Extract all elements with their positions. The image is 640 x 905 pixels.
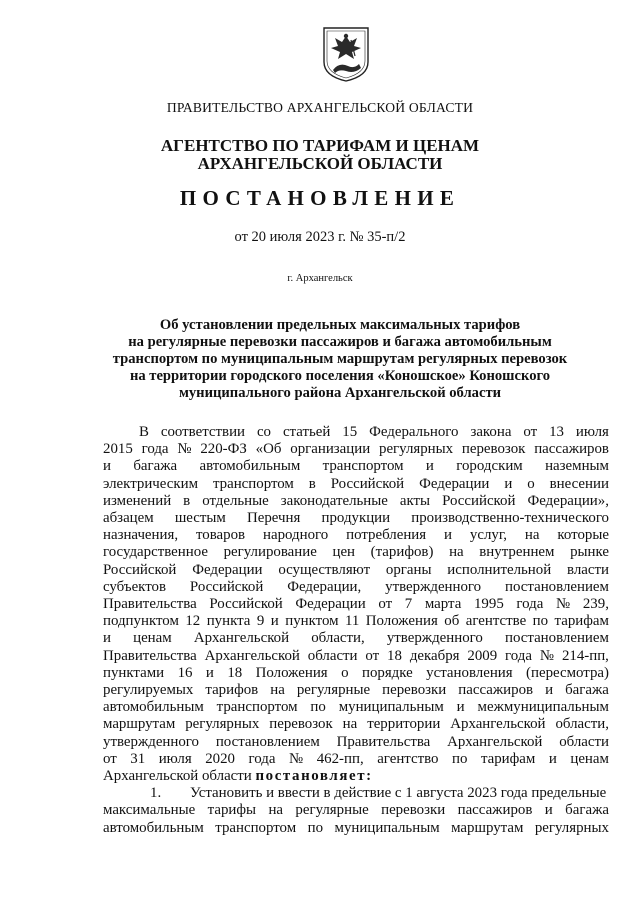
- text-word: 11: [345, 613, 360, 630]
- text-word: утвержденного: [385, 578, 482, 595]
- text-word: по: [452, 750, 468, 767]
- text-word: электрическим: [103, 475, 199, 492]
- text-word: наземным: [545, 458, 609, 475]
- document-city: г. Архангельск: [287, 273, 353, 284]
- text-word: 31: [130, 750, 146, 767]
- text-word: 2009: [467, 647, 498, 664]
- text-word: муниципальным: [334, 819, 440, 836]
- document-date-number: от 20 июля 2023 г. № 35-п/2: [234, 229, 406, 245]
- text-line: [103, 802, 609, 819]
- text-word: утвержденного: [386, 630, 483, 647]
- text-word: об: [444, 613, 460, 630]
- text-word: межмуниципальным: [477, 699, 609, 716]
- text-word: автомобильным: [199, 458, 301, 475]
- text-line: [103, 441, 609, 458]
- text-word: организации: [290, 441, 371, 458]
- text-word: 2020: [205, 750, 235, 767]
- text-word: товаров: [195, 527, 246, 544]
- text-line: [103, 665, 609, 682]
- text-line: [103, 562, 609, 579]
- text-word: Российской: [103, 561, 177, 578]
- text-word: №: [177, 441, 192, 458]
- text-word: Правительства: [336, 733, 431, 750]
- text-word: багажа: [565, 802, 609, 819]
- document-type: ПОСТАНОВЛЕНИЕ: [179, 186, 461, 210]
- text-word: по: [532, 613, 549, 630]
- text-word: и: [205, 664, 214, 681]
- text-word: со: [256, 424, 272, 440]
- text-word: пунктами: [103, 664, 165, 681]
- text-word: Федерации»,: [527, 492, 609, 509]
- text-word: Федерации: [192, 561, 263, 578]
- text-word: городским: [456, 458, 523, 475]
- text-word: о: [527, 475, 535, 492]
- text-word: марта: [424, 596, 462, 613]
- item-1-number: 1.: [150, 785, 162, 802]
- text-word: 7: [404, 596, 413, 613]
- text-word: статьей: [282, 424, 331, 440]
- text-word: продукции: [321, 510, 391, 527]
- text-word: на: [449, 544, 464, 561]
- text-line: [103, 596, 609, 613]
- text-word: июля: [158, 750, 192, 767]
- text-word: пунктом: [285, 613, 339, 630]
- text-word: Архангельской: [450, 716, 546, 733]
- text-word: Российской: [189, 578, 264, 595]
- text-word: июля: [575, 424, 609, 440]
- text-word: перевозки: [382, 682, 447, 699]
- text-word: 16: [177, 664, 193, 681]
- text-word: 9: [256, 613, 265, 630]
- text-word: 462-пп,: [316, 750, 364, 767]
- text-line: [103, 716, 609, 733]
- text-word: декабря: [409, 647, 460, 664]
- text-word: в: [183, 492, 191, 509]
- text-line: [103, 476, 609, 493]
- text-word: области,: [311, 630, 365, 647]
- text-word: назначения,: [103, 527, 179, 544]
- text-word: Правительства: [103, 647, 197, 664]
- text-line: [103, 648, 609, 665]
- text-word: автомобильным: [103, 819, 204, 836]
- text-word: Российской: [330, 475, 405, 492]
- text-word: в: [308, 475, 316, 492]
- government-name: ПРАВИТЕЛЬСТВО АРХАНГЕЛЬСКОЙ ОБЛАСТИ: [166, 100, 474, 115]
- text-word: и: [548, 750, 557, 767]
- text-word: постановлением: [504, 630, 609, 647]
- text-word: области: [559, 733, 609, 750]
- text-word: тарифам: [480, 750, 536, 767]
- text-word: по: [310, 699, 326, 716]
- text-word: 239,: [582, 596, 609, 613]
- text-word: от: [365, 647, 380, 664]
- preamble-paragraph: [103, 424, 609, 768]
- text-line: [103, 458, 609, 475]
- text-word: внутреннем: [479, 544, 555, 561]
- text-word: года: [505, 647, 532, 664]
- text-word: рынке: [570, 544, 609, 561]
- text-line: [103, 510, 609, 527]
- text-word: и: [103, 630, 111, 647]
- text-word: соответствии: [160, 424, 246, 440]
- item-1-first-line: [103, 785, 609, 802]
- text-word: 214-пп,: [561, 647, 609, 664]
- text-word: Федерального: [369, 424, 459, 440]
- text-word: тарифы: [207, 802, 257, 819]
- text-word: на: [268, 802, 284, 819]
- text-word: исполнительной: [447, 561, 552, 578]
- text-word: 18: [227, 664, 243, 681]
- text-word: по: [307, 819, 324, 836]
- text-line: [103, 493, 609, 510]
- text-word: регулярных: [185, 716, 260, 733]
- text-word: и: [545, 682, 554, 699]
- text-word: от: [378, 596, 393, 613]
- text-word: о: [341, 664, 349, 681]
- text-word: регулярных: [379, 441, 454, 458]
- text-word: и: [270, 613, 279, 630]
- text-line: [103, 424, 609, 441]
- text-word: услуг,: [469, 527, 508, 544]
- text-word: регулярные: [295, 802, 369, 819]
- text-word: и: [444, 527, 453, 544]
- text-word: года: [141, 441, 169, 458]
- text-word: Правительства: [103, 596, 197, 613]
- title-line: Об установлении предельных максимальных тарифов: [159, 317, 521, 333]
- text-word: Российской: [209, 596, 283, 613]
- text-word: 1995: [473, 596, 504, 613]
- text-word: на: [524, 527, 540, 544]
- text-word: перевозки: [381, 802, 446, 819]
- text-line: [103, 579, 609, 596]
- text-word: 15: [342, 424, 358, 440]
- text-word: тарифов: [205, 682, 259, 699]
- text-word: пассажиров: [458, 682, 534, 699]
- text-word: Федерации,: [287, 578, 362, 595]
- text-word: Федерации: [295, 596, 366, 613]
- text-word: от: [103, 750, 117, 767]
- text-word: 13: [549, 424, 564, 440]
- text-word: 12: [185, 613, 201, 630]
- text-word: осуществляют: [278, 561, 371, 578]
- text-word: Положения: [365, 613, 438, 630]
- item-1-paragraph: [103, 802, 609, 836]
- preamble-last-line: [103, 768, 609, 785]
- text-word: государственное: [103, 544, 208, 561]
- text-line: [103, 527, 609, 544]
- text-line: [103, 613, 609, 630]
- text-word: и: [504, 475, 513, 492]
- agency-line: АГЕНТСТВО ПО ТАРИФАМ И ЦЕНАМ: [160, 136, 480, 155]
- text-word: власти: [566, 561, 609, 578]
- text-word: пассажиров: [534, 441, 609, 458]
- text-word: Федерации: [419, 475, 490, 492]
- text-word: органы: [385, 561, 432, 578]
- text-line: [103, 630, 609, 647]
- agency-line: АРХАНГЕЛЬСКОЙ ОБЛАСТИ: [197, 154, 443, 173]
- text-word: максимальные: [103, 802, 196, 819]
- text-word: регулирование: [223, 544, 317, 561]
- text-line: [103, 734, 609, 751]
- text-word: транспортом: [322, 458, 404, 475]
- text-word: В: [139, 424, 149, 440]
- text-word: ценам: [570, 750, 609, 767]
- text-word: багажа: [565, 682, 609, 699]
- text-word: Перечня: [247, 510, 301, 527]
- text-word: регулярные: [296, 682, 371, 699]
- text-word: перевозок: [269, 716, 333, 733]
- text-word: акты: [399, 492, 431, 509]
- agency-name: [0, 137, 640, 173]
- text-word: регулярных: [534, 819, 609, 836]
- text-word: и: [103, 458, 111, 475]
- text-word: агентство: [377, 750, 439, 767]
- text-word: абзацем: [103, 510, 154, 527]
- item-1-text: Установить и ввести в действие с 1 августа 2023 года предельные: [190, 785, 607, 802]
- text-word: маршрутам: [103, 716, 176, 733]
- text-word: производственно-технического: [411, 510, 609, 527]
- text-word: на: [342, 716, 358, 733]
- text-word: года: [516, 596, 544, 613]
- document-body: [103, 424, 609, 837]
- text-word: (пересмотра): [526, 664, 609, 681]
- text-line: [103, 544, 609, 561]
- text-word: законодательные: [280, 492, 388, 509]
- text-word: транспортом: [216, 699, 298, 716]
- text-word: и: [456, 699, 465, 716]
- text-word: транспортом: [212, 475, 294, 492]
- text-word: субъектов: [103, 578, 167, 595]
- text-word: области,: [555, 716, 609, 733]
- text-word: транспортом: [215, 819, 297, 836]
- text-word: изменений: [103, 492, 172, 509]
- text-word: народного: [263, 527, 329, 544]
- text-word: ценам: [133, 630, 172, 647]
- text-word: пассажиров: [457, 802, 533, 819]
- arkhangelsk-coat-of-arms-icon: [321, 26, 371, 82]
- text-word: автомобильным: [103, 699, 204, 716]
- text-word: маршрутам: [451, 819, 524, 836]
- text-word: №: [288, 750, 304, 767]
- text-line: [103, 751, 609, 768]
- text-word: агентстве: [465, 613, 527, 630]
- text-word: Архангельской: [447, 733, 543, 750]
- text-word: потребления: [346, 527, 427, 544]
- text-word: порядке: [361, 664, 413, 681]
- text-word: «Об: [255, 441, 282, 458]
- text-word: постановлением: [505, 578, 609, 595]
- text-word: 2015: [103, 441, 133, 458]
- text-word: закона: [470, 424, 512, 440]
- text-line: [103, 820, 609, 837]
- text-word: 18: [387, 647, 402, 664]
- title-line: муниципального района Архангельской области: [178, 385, 502, 401]
- text-word: Российской: [442, 492, 516, 509]
- title-line: транспортом по муниципальным маршрутам регулярных перевозок: [112, 351, 568, 367]
- text-word: муниципальным: [338, 699, 444, 716]
- text-word: Положения: [255, 664, 328, 681]
- text-word: внесении: [549, 475, 609, 492]
- text-word: цен: [332, 544, 356, 561]
- text-word: 220-ФЗ: [200, 441, 247, 458]
- text-word: от: [523, 424, 538, 440]
- text-word: багажа: [133, 458, 178, 475]
- text-line: [103, 699, 609, 716]
- text-word: подпунктом: [103, 613, 179, 630]
- text-word: отдельные: [202, 492, 269, 509]
- text-word: которые: [557, 527, 609, 544]
- text-word: (тарифов): [370, 544, 434, 561]
- text-word: перевозок: [461, 441, 526, 458]
- text-word: территории: [367, 716, 441, 733]
- text-word: Архангельской: [193, 630, 290, 647]
- text-word: и: [425, 458, 434, 475]
- text-line: [103, 682, 609, 699]
- text-word: постановлением: [215, 733, 320, 750]
- text-word: №: [556, 596, 571, 613]
- text-word: пункта: [206, 613, 251, 630]
- text-word: №: [539, 647, 555, 664]
- text-word: года: [248, 750, 276, 767]
- text-word: на: [270, 682, 285, 699]
- text-word: шестым: [174, 510, 226, 527]
- resolves-keyword: постановляет:: [255, 768, 373, 785]
- title-line: на регулярные перевозки пассажиров и багажа автомобильным: [128, 334, 552, 350]
- text-word: Архангельской: [204, 647, 300, 664]
- text-word: тарифам: [554, 613, 609, 630]
- text-word: утвержденного: [103, 733, 199, 750]
- title-line: на территории городского поселения «Коношское» Коношского: [129, 368, 551, 384]
- text-word: и: [544, 802, 553, 819]
- text-word: установления: [426, 664, 513, 681]
- document-title: [100, 317, 580, 402]
- preamble-last-text: Архангельской области: [103, 768, 256, 785]
- text-word: области: [307, 647, 358, 664]
- text-word: регулируемых: [103, 682, 194, 699]
